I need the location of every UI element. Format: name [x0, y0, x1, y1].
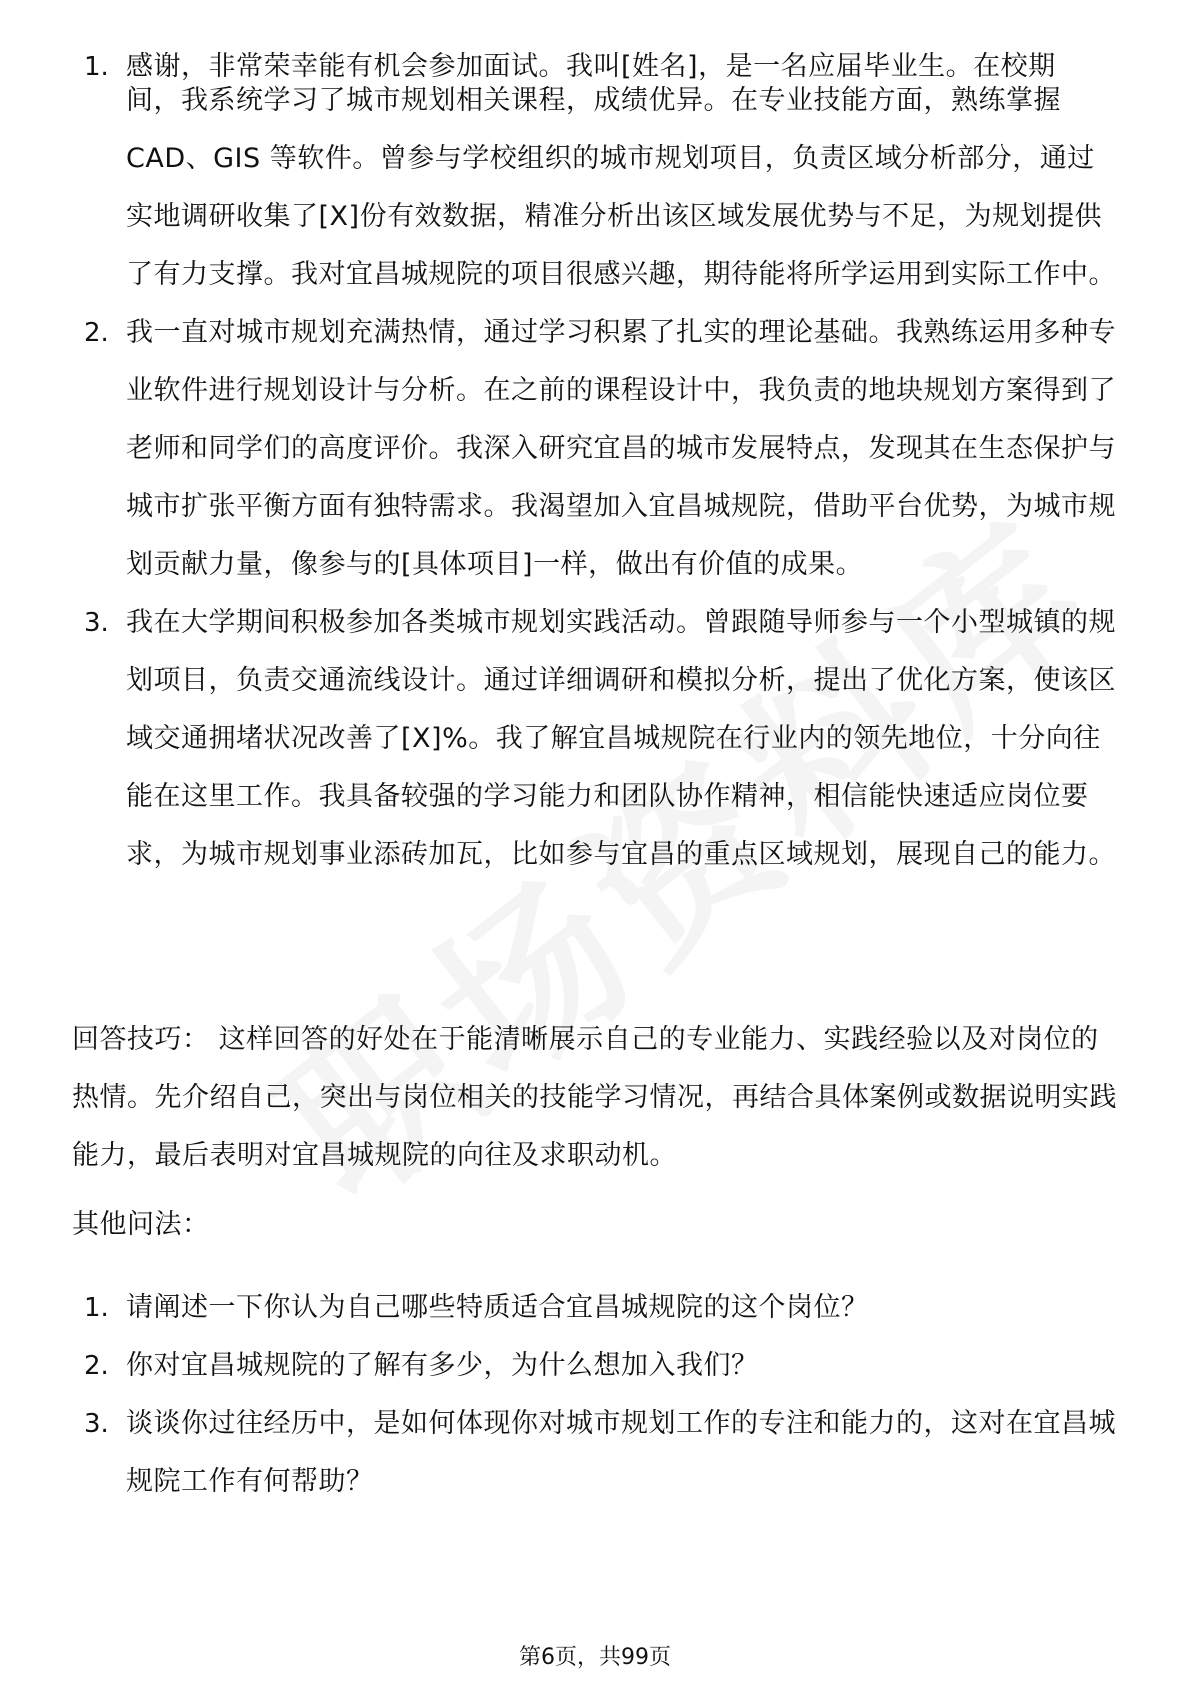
list-number: 2. — [84, 1351, 109, 1381]
answer-text: 我在大学期间积极参加各类城市规划实践活动。曾跟随导师参与一个小型城镇的规划项目，负责交通流线设计。通过详细调研和模拟分析，提出了优化方案，使该区域交通拥堵状况改善了[X]%。我了解宜昌城规院在行业内的领先地位，十分向往能在这里工作。我具备较强的学习能力和团队协作精神，相信能快速适应岗位要求，为城市规划事业添砖加瓦，比如参与宜昌的重点区域规划，展现自己的能力。 — [126, 607, 1116, 870]
cropped-top-line — [0, 38, 1190, 96]
cropped-line-text: 感谢，非常荣幸能有机会参加面试。我叫[姓名]，是一名应届毕业生。在校期 — [126, 51, 1056, 82]
question-text: 请阐述一下你认为自己哪些特质适合宜昌城规院的这个岗位？ — [126, 1292, 869, 1323]
answer-tips: 回答技巧： 这样回答的好处在于能清晰展示自己的专业能力、实践经验以及对岗位的热情。先介绍自己，突出与岗位相关的技能学习情况，再结合具体案例或数据说明实践能力，最后表明对宜昌城规院的向往及求职动机。 — [72, 1024, 1117, 1171]
page-number-footer: 第6页，共99页 — [519, 1645, 671, 1670]
question-text: 你对宜昌城规院的了解有多少，为什么想加入我们？ — [126, 1350, 759, 1381]
list-number: 1. — [84, 1293, 109, 1323]
answer-item-3 — [0, 594, 1190, 884]
answer-text: 间，我系统学习了城市规划相关课程，成绩优异。在专业技能方面，熟练掌握CAD、GIS 等软件。曾参与学校组织的城市规划项目，负责区域分析部分，通过实地调研收集了[X]份有效数据，精准分析出该区域发展优势与不足，为规划提供了有力支撑。我对宜昌城规院的项目很感兴趣，期待能将所学运用到实际工作中。 — [126, 85, 1116, 290]
list-number: 1. — [84, 52, 109, 82]
answer-item-2 — [0, 304, 1190, 594]
other-question-item-3 — [0, 1395, 1190, 1511]
other-questions-heading: 其他问法： — [72, 1209, 210, 1240]
list-number: 3. — [84, 608, 109, 638]
answer-item-1 — [0, 51, 1190, 304]
other-question-item-2 — [0, 1337, 1190, 1395]
list-number: 3. — [84, 1409, 109, 1439]
question-text: 谈谈你过往经历中，是如何体现你对城市规划工作的专注和能力的，这对在宜昌城规院工作有何帮助？ — [126, 1408, 1116, 1497]
other-question-item-1 — [0, 1279, 1190, 1337]
list-number: 2. — [84, 318, 109, 348]
other-questions-list — [0, 1279, 1190, 1511]
answer-list — [0, 51, 1190, 884]
answer-text: 我一直对城市规划充满热情，通过学习积累了扎实的理论基础。我熟练运用多种专业软件进行规划设计与分析。在之前的课程设计中，我负责的地块规划方案得到了老师和同学们的高度评价。我深入研究宜昌的城市发展特点，发现其在生态保护与城市扩张平衡方面有独特需求。我渴望加入宜昌城规院，借助平台优势，为城市规划贡献力量，像参与的[具体项目]一样，做出有价值的成果。 — [126, 317, 1116, 580]
